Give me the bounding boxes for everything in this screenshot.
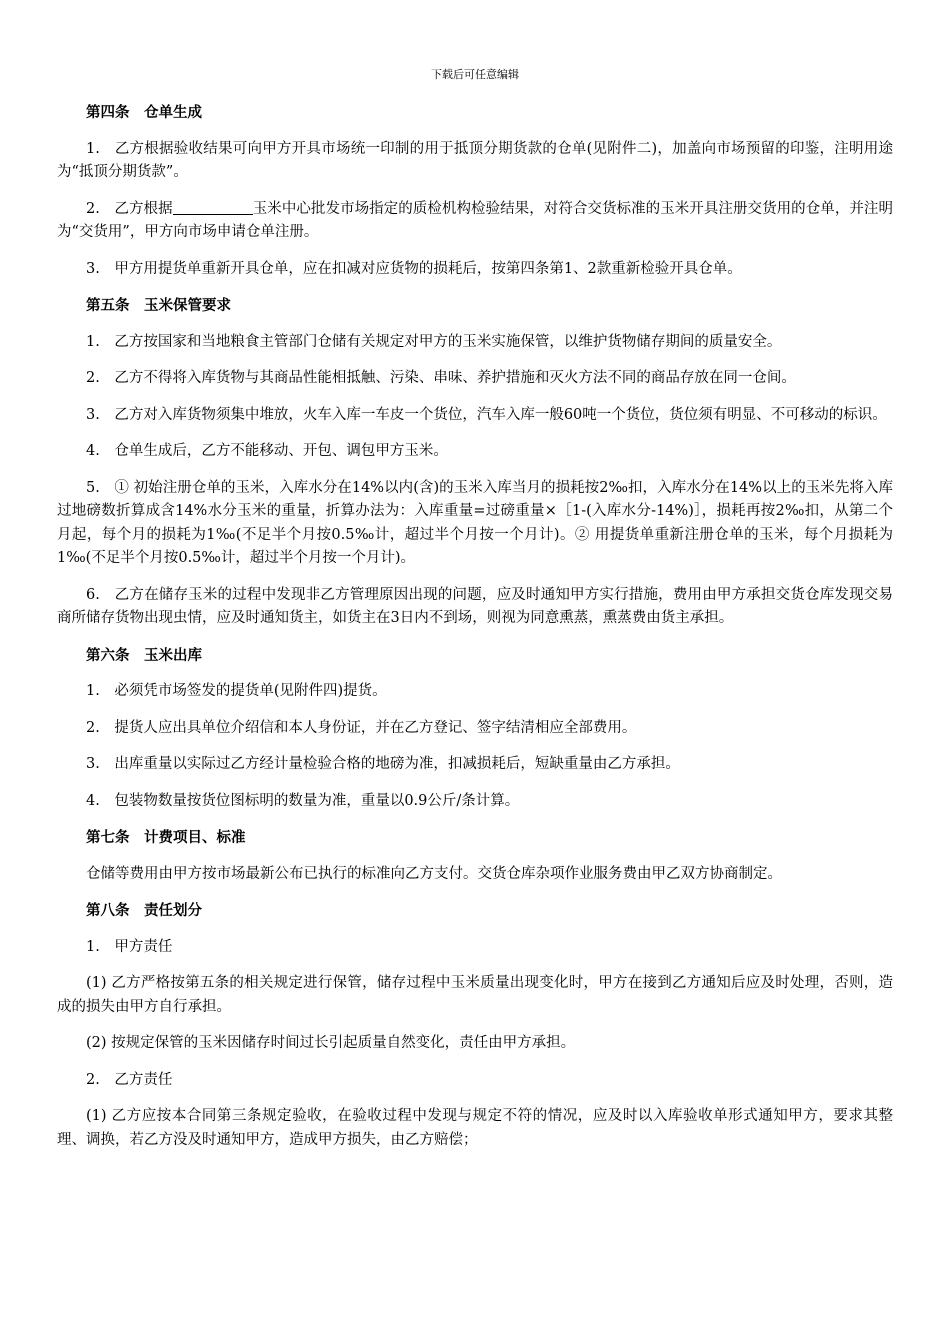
article-6-clause-4: 4. 包装物数量按货位图标明的数量为准，重量以0.9公斤/条计算。 [86,792,520,809]
article-7-heading: 第七条 计费项目、标准 [86,829,246,846]
article-8-party-b-title: 2. 乙方责任 [86,1071,173,1088]
article-5-clause-6: 6. 乙方在储存玉米的过程中发现非乙方管理原因出现的问题，应及时通知甲方实行措施，费用由甲方承担交货仓库发现交易商所储存货物出现虫情，应及时通知货主，如货主在3日内不到场，则视为同意熏蒸，熏蒸费由货主承担。 [57,586,893,626]
article-8-party-a-item-1: (1) 乙方严格按第五条的相关规定进行保管，储存过程中玉米质量出现变化时，甲方在接到乙方通知后应及时处理，否则，造成的损失由甲方自行承担。 [57,975,893,1015]
fill-in-blank [173,199,253,215]
article-5-heading: 第五条 玉米保管要求 [86,297,231,314]
article-6-clause-2: 2. 提货人应出具单位介绍信和本人身份证，并在乙方登记、签字结清相应全部费用。 [86,719,637,736]
article-4-clause-2-end: 玉米中心批发市场指定的质检机构检验结果，对符合交货标准的玉米开具注册交货用的仓单，并注明为“交货用”，甲方向市场申请仓单注册。 [57,200,893,240]
article-8-party-a-item-2: (2) 按规定保管的玉米因储存时间过长引起质量自然变化，责任由甲方承担。 [86,1035,576,1051]
article-8-heading: 第八条 责任划分 [86,902,202,919]
article-4-clause-2-start: 2. 乙方根据 [86,200,173,217]
article-6-heading: 第六条 玉米出库 [86,646,202,664]
article-4-clause-3: 3. 甲方用提货单重新开具仓单，应在扣减对应货物的损耗后，按第四条第1、2款重新检验开具仓单。 [86,260,742,277]
article-4-heading: 第四条 仓单生成 [86,104,202,121]
article-8-party-b-item-1: (1) 乙方应按本合同第三条规定验收，在验收过程中发现与规定不符的情况，应及时以入库验收单形式通知甲方，要求其整理、调换，若乙方没及时通知甲方，造成甲方损失，由乙方赔偿； [57,1108,893,1148]
article-5-clause-5: 5. ① 初始注册仓单的玉米，入库水分在14%以内(含)的玉米入库当月的损耗按2‰扣，入库水分在14%以上的玉米先将入库过地磅数折算成含14%水分玉米的重量，折算办法为：入库重量=过磅重量×［1-(入库水分-14%)］，损耗再按2‰扣，从第二个月起，每个月的损耗为1‰(不足半个月按0.5‰计，超过半个月按一个月计)。② 用提货单重新注册仓单的玉米，每个月损耗为1‰(不足半个月按0.5‰计，超过半个月按一个月计)。 [57,479,893,566]
article-5-clause-1: 1. 乙方按国家和当地粮食主管部门仓储有关规定对甲方的玉米实施保管，以维护货物储存期间的质量安全。 [86,333,782,350]
article-6-clause-1: 1. 必须凭市场签发的提货单(见附件四)提货。 [86,683,387,699]
article-7-text: 仓储等费用由甲方按市场最新公布已执行的标准向乙方支付。交货仓库杂项作业服务费由甲乙双方协商制定。 [86,865,782,882]
article-5-clause-4: 4. 仓单生成后，乙方不能移动、开包、调包甲方玉米。 [86,443,448,459]
article-6-clause-3: 3. 出库重量以实际过乙方经计量检验合格的地磅为准，扣减损耗后，短缺重量由乙方承担。 [86,756,680,772]
header-note: 下载后可任意编辑 [431,68,519,81]
document-body [57,101,893,1165]
article-4-clause-1: 1. 乙方根据验收结果可向甲方开具市场统一印制的用于抵顶分期货款的仓单(见附件二)，加盖向市场预留的印鉴，注明用途为“抵顶分期货款”。 [57,140,893,180]
article-4-clause-2 [57,198,893,245]
article-8-party-a-title: 1. 甲方责任 [86,938,173,955]
article-5-clause-2: 2. 乙方不得将入库货物与其商品性能相抵触、污染、串味、养护措施和灭火方法不同的商品存放在同一仓间。 [86,370,796,386]
article-5-clause-3: 3. 乙方对入库货物须集中堆放，火车入库一车皮一个货位，汽车入库一般60吨一个货位，货位须有明显、不可移动的标识。 [86,406,887,423]
